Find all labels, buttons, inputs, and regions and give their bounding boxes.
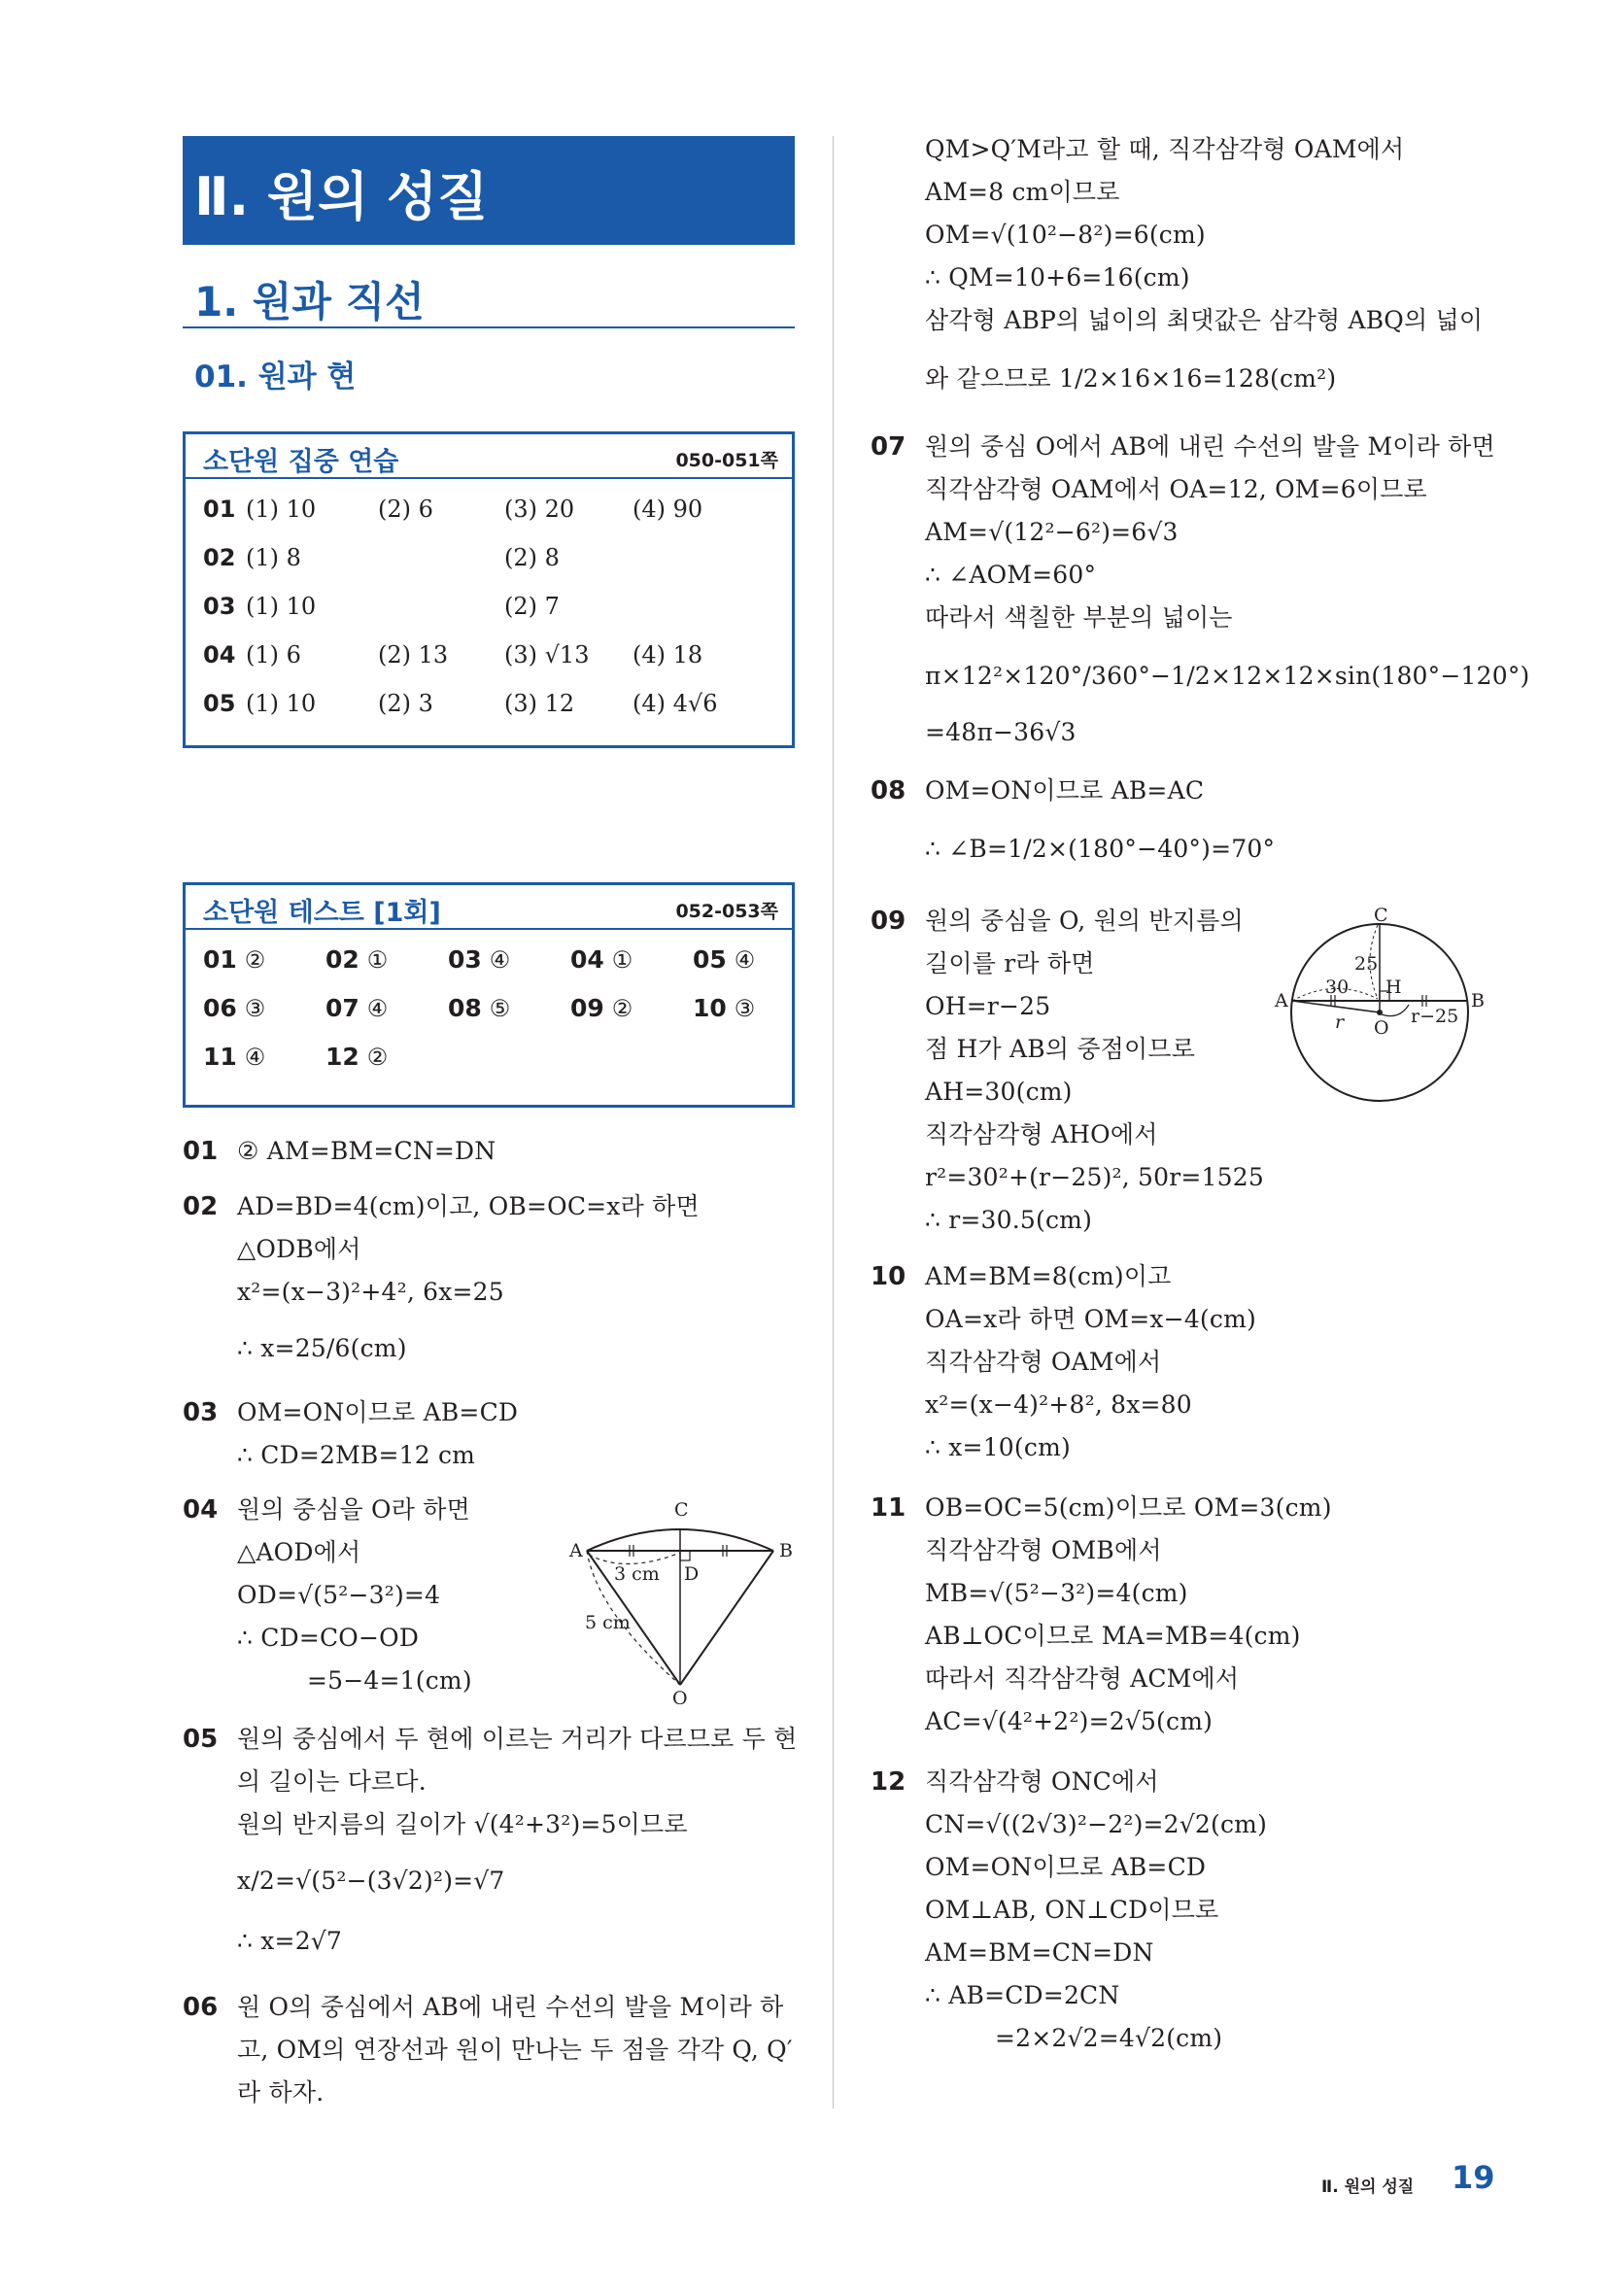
fig04-label: C <box>674 1499 689 1521</box>
practice-box-title: 소단원 집중 연습 <box>203 447 399 477</box>
test-answer-num: 08 <box>448 994 482 1022</box>
practice-answer-cell: (4) 4√6 <box>633 690 718 717</box>
test-answer-item <box>570 992 633 1025</box>
test-box-pages: 052-053쪽 <box>675 901 778 922</box>
chapter-title: Ⅱ. 원의 성질 <box>194 166 489 227</box>
test-answer-num: 11 <box>203 1043 237 1071</box>
sol-num: 10 <box>871 1262 906 1291</box>
footer-chapter-label: Ⅱ. 원의 성질 <box>1321 2177 1415 2197</box>
practice-answer-box <box>183 431 795 748</box>
sol-02-line: ∴ x=25/6(cm) <box>237 1334 407 1362</box>
subsection-title: 01. 원과 현 <box>194 360 357 394</box>
fig09-label: 30 <box>1325 977 1350 998</box>
test-box-header <box>186 885 792 930</box>
practice-answer-cell: (3) 20 <box>504 496 575 523</box>
sol-num: 11 <box>871 1493 906 1523</box>
practice-answer-cell: (2) 6 <box>378 496 433 523</box>
fig09-label: r <box>1335 1011 1345 1033</box>
figure-09-circle-diagram <box>1273 906 1488 1110</box>
practice-answer-cell: (2) 3 <box>378 690 433 717</box>
fig09-label: O <box>1374 1017 1389 1039</box>
sol-num: 02 <box>183 1192 219 1221</box>
sol-num: 08 <box>871 776 906 805</box>
sol-12-line: ∴ AB=CD=2CN <box>925 1981 1120 2009</box>
practice-box-pages: 050-051쪽 <box>675 450 778 471</box>
test-answer-num: 10 <box>693 994 727 1022</box>
sol-02-line: x²=(x−3)²+4², 6x=25 <box>237 1278 504 1306</box>
sol-06-cont-line: 삼각형 ABP의 넓이의 최댓값은 삼각형 ABQ의 넓이 <box>925 306 1484 334</box>
sol-09-line: 직각삼각형 AHO에서 <box>925 1120 1158 1148</box>
fig04-label: B <box>779 1540 793 1561</box>
sol-07-line: AM=√(12²−6²)=6√3 <box>925 518 1179 546</box>
test-answer-item <box>325 943 388 977</box>
sol-06-cont-line: ∴ QM=10+6=16(cm) <box>925 263 1190 291</box>
test-answer-choice: ④ <box>244 1044 266 1071</box>
fig09-label: 25 <box>1354 953 1379 975</box>
sol-06-line: 원 O의 중심에서 AB에 내린 수선의 발을 M이라 하 <box>237 1993 784 2021</box>
sol-09-line: AH=30(cm) <box>925 1078 1073 1106</box>
test-answer-choice: ② <box>611 995 633 1022</box>
sol-07-line: 따라서 색칠한 부분의 넓이는 <box>925 603 1233 632</box>
sol-03-line: OM=ON이므로 AB=CD <box>237 1398 519 1426</box>
sol-11-line: 따라서 직각삼각형 ACM에서 <box>925 1664 1240 1693</box>
sol-11-line: OB=OC=5(cm)이므로 OM=3(cm) <box>925 1493 1332 1522</box>
practice-answer-cell: (3) 12 <box>504 690 575 717</box>
sol-11-line: AC=√(4²+2²)=2√5(cm) <box>925 1707 1214 1735</box>
fig04-label: D <box>684 1563 700 1585</box>
sol-07-line: ∴ ∠AOM=60° <box>925 561 1097 589</box>
test-answer-choice: ② <box>366 1044 389 1071</box>
practice-answer-cell: (3) √13 <box>504 641 590 668</box>
sol-12-line: OM⊥AB, ON⊥CD이므로 <box>925 1896 1219 1924</box>
sol-12-line: CN=√((2√3)²−2²)=2√2(cm) <box>925 1810 1268 1838</box>
test-answer-item <box>203 1041 265 1074</box>
sol-09-line: 원의 중심을 O, 원의 반지름의 <box>925 907 1244 935</box>
sol-09-line: 길이를 r라 하면 <box>925 949 1095 977</box>
sol-04-line: ∴ CD=CO−OD <box>237 1624 420 1652</box>
sol-06-cont-line: AM=8 cm이므로 <box>925 178 1120 206</box>
practice-answer-cell: (2) 13 <box>378 641 449 668</box>
sol-12-line: AM=BM=CN=DN <box>925 1938 1154 1967</box>
test-answer-num: 06 <box>203 994 237 1022</box>
practice-answer-cell: (1) 10 <box>246 593 317 620</box>
sol-06-cont-line: QM>Q′M라고 할 때, 직각삼각형 OAM에서 <box>925 135 1405 163</box>
figure-04-sector-diagram <box>558 1494 806 1704</box>
sol-07-line: π×12²×120°/360°−1/2×12×12×sin(180°−120°) <box>925 662 1530 690</box>
sol-12-line: OM=ON이므로 AB=CD <box>925 1853 1207 1881</box>
practice-box-header <box>186 434 792 479</box>
fig09-label: B <box>1471 990 1485 1011</box>
sol-09-line: OH=r−25 <box>925 992 1051 1020</box>
sol-num: 06 <box>183 1993 219 2022</box>
sol-05-line: 원의 반지름의 길이가 √(4²+3²)=5이므로 <box>237 1810 688 1838</box>
sol-09-line: ∴ r=30.5(cm) <box>925 1206 1093 1234</box>
fig09-label: r−25 <box>1411 1006 1459 1027</box>
practice-row-num: 01 <box>203 496 236 523</box>
practice-answer-cell: (1) 10 <box>246 690 317 717</box>
sol-num: 09 <box>871 907 906 936</box>
sol-07-line: =48π−36√3 <box>925 718 1077 746</box>
fig09-label: C <box>1374 906 1388 926</box>
sol-11-line: AB⊥OC이므로 MA=MB=4(cm) <box>925 1622 1301 1650</box>
sol-12-line: =2×2√2=4√2(cm) <box>995 2024 1223 2052</box>
sol-10-line: AM=BM=8(cm)이고 <box>925 1262 1172 1290</box>
test-answer-num: 04 <box>570 945 604 974</box>
test-answer-choice: ⑤ <box>489 995 511 1022</box>
sol-num: 01 <box>183 1137 219 1166</box>
test-answer-choice: ① <box>611 946 633 974</box>
fig04-label: 5 cm <box>585 1612 631 1633</box>
test-answer-item <box>325 1041 388 1074</box>
sol-04-line: 원의 중심을 O라 하면 <box>237 1495 470 1524</box>
sol-num: 03 <box>183 1398 219 1427</box>
practice-answer-cell: (1) 10 <box>246 496 317 523</box>
test-answer-choice: ③ <box>244 995 266 1022</box>
test-answer-item <box>693 943 755 977</box>
practice-row-num: 03 <box>203 593 236 620</box>
test-answer-num: 02 <box>325 945 359 974</box>
sol-03-line: ∴ CD=2MB=12 cm <box>237 1441 476 1469</box>
sol-11-line: 직각삼각형 OMB에서 <box>925 1536 1162 1564</box>
sol-num: 04 <box>183 1495 219 1525</box>
test-answer-num: 07 <box>325 994 359 1022</box>
practice-row-num: 04 <box>203 641 236 668</box>
test-answer-choice: ④ <box>734 946 756 974</box>
test-answer-choice: ③ <box>734 995 756 1022</box>
practice-answer-cell: (2) 8 <box>504 544 560 571</box>
test-answer-choice: ② <box>244 946 266 974</box>
sol-07-line: 원의 중심 O에서 AB에 내린 수선의 발을 M이라 하면 <box>925 432 1495 461</box>
fig09-label: A <box>1275 990 1288 1011</box>
sol-05-line: x/2=√(5²−(3√2)²)=√7 <box>237 1867 505 1895</box>
test-answer-item <box>203 943 265 977</box>
practice-row-num: 05 <box>203 690 236 717</box>
test-answer-num: 05 <box>693 945 727 974</box>
test-answer-num: 01 <box>203 945 237 974</box>
sol-05-line: 원의 중심에서 두 현에 이르는 거리가 다르므로 두 현 <box>237 1725 798 1753</box>
sol-num: 07 <box>871 432 906 462</box>
practice-answer-cell: (4) 90 <box>633 496 703 523</box>
practice-answer-cell: (4) 18 <box>633 641 703 668</box>
sol-11-line: MB=√(5²−3²)=4(cm) <box>925 1579 1188 1607</box>
sol-06-line: 고, OM의 연장선과 원이 만나는 두 점을 각각 Q, Q′ <box>237 2036 793 2064</box>
test-answer-num: 09 <box>570 994 604 1022</box>
sol-07-line: 직각삼각형 OAM에서 OA=12, OM=6이므로 <box>925 475 1427 503</box>
test-answer-choice: ① <box>366 946 389 974</box>
fig04-label: A <box>569 1540 583 1561</box>
test-answer-box <box>183 882 795 1108</box>
sol-10-line: x²=(x−4)²+8², 8x=80 <box>925 1390 1192 1419</box>
practice-answer-cell: (1) 6 <box>246 641 301 668</box>
sol-06-cont-line: 와 같으므로 1/2×16×16=128(cm²) <box>925 364 1337 393</box>
sol-num: 05 <box>183 1725 219 1754</box>
sol-10-line: OA=x라 하면 OM=x−4(cm) <box>925 1305 1256 1333</box>
column-divider <box>833 136 834 2108</box>
test-box-title: 소단원 테스트 [1회] <box>203 898 441 928</box>
section-divider <box>183 326 795 328</box>
test-answer-item <box>693 992 755 1025</box>
sol-01-line: ② AM=BM=CN=DN <box>237 1137 496 1165</box>
test-answer-item <box>570 943 633 977</box>
sol-04-line: △AOD에서 <box>237 1538 361 1566</box>
test-answer-num: 03 <box>448 945 482 974</box>
fig04-label: O <box>672 1688 688 1704</box>
sol-05-line: ∴ x=2√7 <box>237 1927 343 1955</box>
sol-10-line: 직각삼각형 OAM에서 <box>925 1348 1162 1376</box>
sol-09-line: r²=30²+(r−25)², 50r=1525 <box>925 1163 1264 1191</box>
sol-08-line: ∴ ∠B=1/2×(180°−40°)=70° <box>925 835 1276 863</box>
sol-12-line: 직각삼각형 ONC에서 <box>925 1767 1159 1796</box>
section-title: 1. 원과 직선 <box>194 278 425 326</box>
sol-02-line: AD=BD=4(cm)이고, OB=OC=x라 하면 <box>237 1192 700 1220</box>
test-answer-item <box>448 992 510 1025</box>
fig09-label: H <box>1385 977 1402 998</box>
test-answer-item <box>448 943 510 977</box>
sol-10-line: ∴ x=10(cm) <box>925 1433 1071 1461</box>
test-answer-choice: ④ <box>366 995 389 1022</box>
practice-answer-cell: (2) 7 <box>504 593 560 620</box>
sol-06-cont-line: OM=√(10²−8²)=6(cm) <box>925 221 1206 249</box>
sol-04-line: =5−4=1(cm) <box>307 1666 472 1695</box>
page-number: 19 <box>1452 2159 1495 2196</box>
practice-answer-cell: (1) 8 <box>246 544 301 571</box>
sol-09-line: 점 H가 AB의 중점이므로 <box>925 1035 1196 1063</box>
test-answer-choice: ④ <box>489 946 511 974</box>
sol-02-line: △ODB에서 <box>237 1235 361 1263</box>
practice-row-num: 02 <box>203 544 236 571</box>
test-answer-num: 12 <box>325 1043 359 1071</box>
sol-num: 12 <box>871 1767 906 1797</box>
fig04-label: 3 cm <box>614 1563 660 1585</box>
sol-08-line: OM=ON이므로 AB=AC <box>925 776 1205 805</box>
test-answer-item <box>325 992 388 1025</box>
sol-06-line: 라 하자. <box>237 2078 325 2107</box>
test-answer-item <box>203 992 265 1025</box>
sol-05-line: 의 길이는 다르다. <box>237 1767 427 1796</box>
sol-04-line: OD=√(5²−3²)=4 <box>237 1581 441 1609</box>
